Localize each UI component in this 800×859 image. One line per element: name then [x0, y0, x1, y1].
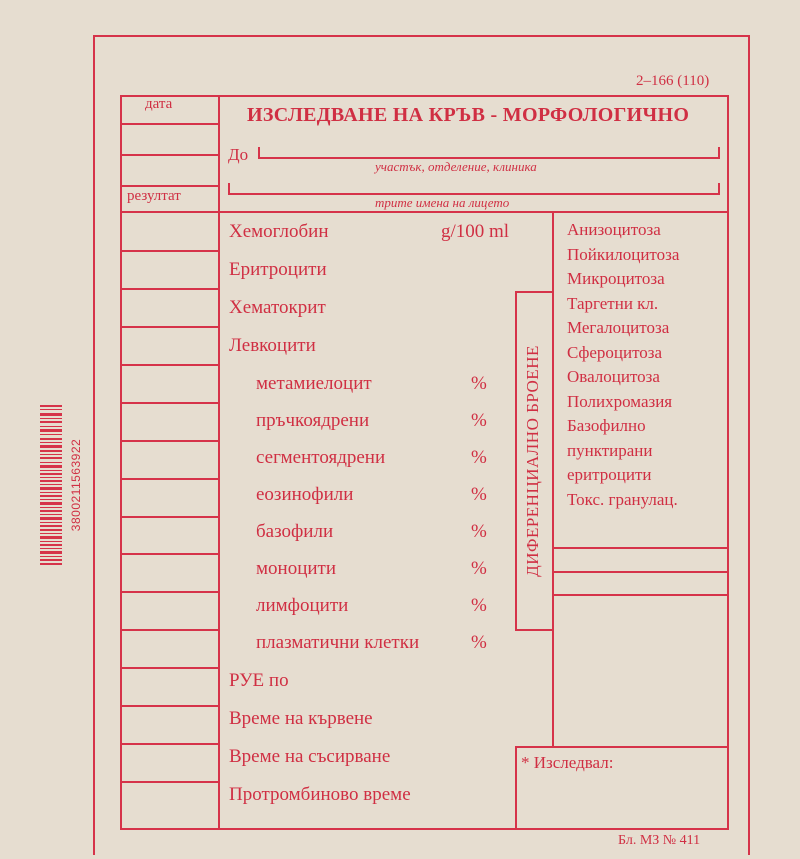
row-esr: РУЕ по	[229, 670, 289, 691]
morph-item: Токс. гранулац.	[567, 489, 678, 509]
morph-item: Базофилно	[567, 416, 646, 435]
morph-item: пунктирани	[567, 440, 653, 460]
morph-item: Сфероцитоза	[567, 342, 663, 362]
form-footer-code: Бл. МЗ № 411	[618, 833, 701, 848]
row-hemoglobin: Хемоглобин	[229, 221, 329, 242]
row-bleeding-time: Време на кървене	[229, 708, 373, 729]
percent-unit: %	[471, 447, 487, 468]
diff-row-label: моноцити	[256, 558, 336, 579]
percent-unit: %	[471, 521, 487, 542]
morph-item: еритроцити	[567, 465, 652, 484]
morph-item: Анизоцитоза	[567, 220, 661, 239]
percent-unit: %	[471, 595, 487, 616]
diff-row-label: еозинофили	[256, 484, 354, 505]
name-caption: трите имена на лицето	[375, 195, 510, 210]
percent-unit: %	[471, 632, 487, 653]
morph-item: Мегалоцитоза	[567, 318, 670, 337]
percent-unit: %	[471, 558, 487, 579]
barcode-digits: 3800211563922	[69, 438, 83, 532]
examiner-label: * Изследвал:	[521, 753, 614, 772]
barcode	[40, 405, 62, 565]
result-label: резултат	[127, 188, 181, 204]
percent-unit: %	[471, 410, 487, 431]
diff-row-label: лимфоцити	[256, 595, 349, 616]
diff-row-label: плазматични клетки	[256, 632, 420, 653]
morph-item: Пойкилоцитоза	[567, 244, 680, 264]
diff-row-label: базофили	[256, 521, 334, 542]
morph-item: Овалоцитоза	[567, 367, 660, 386]
form-code: 2–166 (110)	[636, 73, 710, 89]
to-label: До	[228, 145, 249, 164]
morph-item: Микроцитоза	[567, 269, 665, 288]
row-clotting-time: Време на съсирване	[229, 746, 391, 767]
row-erythrocytes: Еритроцити	[229, 259, 327, 280]
diff-row-label: пръчкоядрени	[256, 410, 370, 431]
row-hematocrit: Хематокрит	[229, 297, 326, 318]
percent-unit: %	[471, 373, 487, 394]
row-leukocytes: Левкоцити	[229, 335, 316, 356]
morph-item: Таргетни кл.	[567, 293, 659, 313]
diff-row-label: сегментоядрени	[256, 447, 386, 468]
recipient-caption: участък, отделение, клиника	[375, 159, 537, 174]
date-label: дата	[145, 96, 173, 112]
form-title: ИЗСЛЕДВАНЕ НА КРЪВ - МОРФОЛОГИЧНО	[247, 104, 690, 126]
hemoglobin-unit: g/100 ml	[441, 221, 510, 242]
percent-unit: %	[471, 484, 487, 505]
morph-item: Полихромазия	[567, 391, 673, 411]
row-prothrombin-time: Протромбиново време	[229, 784, 411, 805]
differential-count-label: ДИФЕРЕНЦИАЛНО БРОЕНЕ	[523, 345, 542, 577]
diff-row-label: метамиелоцит	[256, 373, 372, 394]
